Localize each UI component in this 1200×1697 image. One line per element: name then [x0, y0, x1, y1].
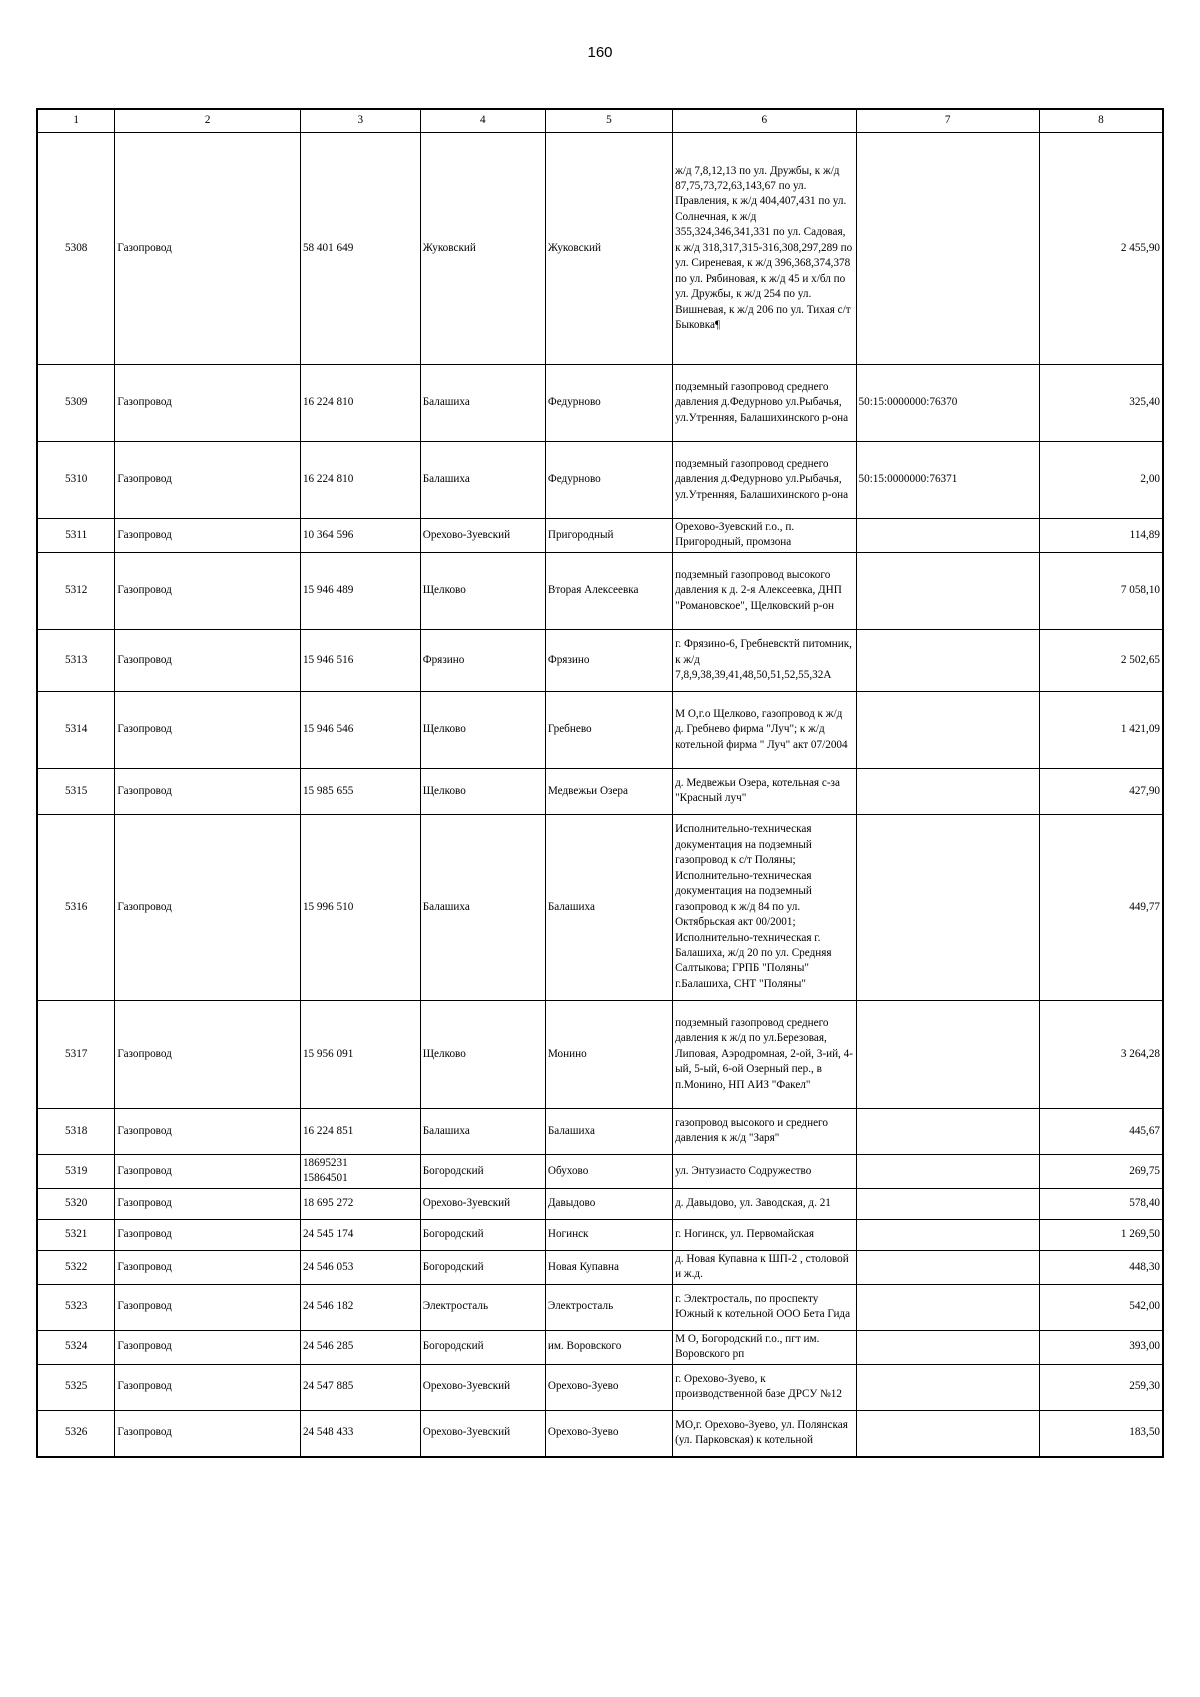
registry-table [37, 109, 1163, 1457]
district-cell: Балашиха [420, 365, 545, 442]
row-number-cell: 5321 [38, 1219, 115, 1250]
cadastral-number-cell [856, 1219, 1039, 1250]
object-name-cell: Газопровод [115, 133, 301, 365]
address-cell: МО,г. Орехово-Зуево, ул. Полянская (ул. Парковская) к котельной [673, 1410, 856, 1456]
inventory-number-cell: 15 946 489 [300, 552, 420, 629]
table-row [38, 1188, 1163, 1219]
value-cell: 393,00 [1039, 1330, 1162, 1364]
address-cell: ул. Энтузиасто Содружество [673, 1154, 856, 1188]
district-cell: Орехово-Зуевский [420, 1410, 545, 1456]
locality-cell: Гребнево [545, 691, 672, 768]
inventory-number-cell: 24 546 053 [300, 1250, 420, 1284]
table-row [38, 552, 1163, 629]
district-cell: Богородский [420, 1330, 545, 1364]
locality-cell: Ногинск [545, 1219, 672, 1250]
table-row [38, 1284, 1163, 1330]
locality-cell: Федурново [545, 442, 672, 519]
locality-cell: Монино [545, 1000, 672, 1108]
value-cell: 542,00 [1039, 1284, 1162, 1330]
inventory-number-cell: 15 985 655 [300, 768, 420, 814]
object-name-cell: Газопровод [115, 1188, 301, 1219]
object-name-cell: Газопровод [115, 1219, 301, 1250]
locality-cell: Вторая Алексеевка [545, 552, 672, 629]
table-row [38, 365, 1163, 442]
district-cell: Фрязино [420, 629, 545, 691]
column-header: 7 [856, 110, 1039, 133]
inventory-number-cell: 58 401 649 [300, 133, 420, 365]
address-cell: подземный газопровод среднего давления к ж/д по ул.Березовая, Липовая, Аэродромная, 2-ой, 3-ий, 4-ый, 5-ый, 6-ой Озерный пер., в п.Монино, НП АИЗ "Факел" [673, 1000, 856, 1108]
value-cell: 449,77 [1039, 814, 1162, 1000]
district-cell: Щелково [420, 691, 545, 768]
column-header: 4 [420, 110, 545, 133]
address-cell: г. Орехово-Зуево, к производственной базе ДРСУ №12 [673, 1364, 856, 1410]
cadastral-number-cell [856, 814, 1039, 1000]
address-cell: газопровод высокого и среднего давления к ж/д "Заря" [673, 1108, 856, 1154]
object-name-cell: Газопровод [115, 1364, 301, 1410]
value-cell: 448,30 [1039, 1250, 1162, 1284]
object-name-cell: Газопровод [115, 1154, 301, 1188]
district-cell: Балашиха [420, 1108, 545, 1154]
object-name-cell: Газопровод [115, 1000, 301, 1108]
inventory-number-cell: 15 946 516 [300, 629, 420, 691]
cadastral-number-cell: 50:15:0000000:76371 [856, 442, 1039, 519]
cadastral-number-cell [856, 519, 1039, 553]
page-number: 160 [587, 44, 613, 61]
column-header: 3 [300, 110, 420, 133]
address-cell: д. Медвежьи Озера, котельная с-за "Красный луч" [673, 768, 856, 814]
address-cell: подземный газопровод среднего давления д.Федурново ул.Рыбачья, ул.Утренняя, Балашихинского р-она [673, 365, 856, 442]
district-cell: Орехово-Зуевский [420, 1188, 545, 1219]
value-cell: 183,50 [1039, 1410, 1162, 1456]
address-cell: г. Ногинск, ул. Первомайская [673, 1219, 856, 1250]
district-cell: Богородский [420, 1250, 545, 1284]
object-name-cell: Газопровод [115, 1250, 301, 1284]
object-name-cell: Газопровод [115, 768, 301, 814]
district-cell: Орехово-Зуевский [420, 1364, 545, 1410]
row-number-cell: 5308 [38, 133, 115, 365]
value-cell: 2 502,65 [1039, 629, 1162, 691]
row-number-cell: 5311 [38, 519, 115, 553]
table-body [38, 133, 1163, 1457]
cadastral-number-cell [856, 552, 1039, 629]
inventory-number-cell: 15 996 510 [300, 814, 420, 1000]
district-cell: Щелково [420, 1000, 545, 1108]
row-number-cell: 5325 [38, 1364, 115, 1410]
table-row [38, 1364, 1163, 1410]
district-cell: Балашиха [420, 442, 545, 519]
cadastral-number-cell [856, 1330, 1039, 1364]
table-row [38, 1000, 1163, 1108]
locality-cell: Электросталь [545, 1284, 672, 1330]
row-number-cell: 5316 [38, 814, 115, 1000]
object-name-cell: Газопровод [115, 365, 301, 442]
value-cell: 114,89 [1039, 519, 1162, 553]
row-number-cell: 5318 [38, 1108, 115, 1154]
object-name-cell: Газопровод [115, 552, 301, 629]
inventory-number-cell: 15 956 091 [300, 1000, 420, 1108]
inventory-number-cell: 24 545 174 [300, 1219, 420, 1250]
table-row [38, 133, 1163, 365]
cadastral-number-cell [856, 768, 1039, 814]
value-cell: 7 058,10 [1039, 552, 1162, 629]
column-header: 8 [1039, 110, 1162, 133]
row-number-cell: 5320 [38, 1188, 115, 1219]
value-cell: 2,00 [1039, 442, 1162, 519]
cadastral-number-cell [856, 133, 1039, 365]
value-cell: 3 264,28 [1039, 1000, 1162, 1108]
table-row [38, 629, 1163, 691]
locality-cell: Пригородный [545, 519, 672, 553]
row-number-cell: 5310 [38, 442, 115, 519]
object-name-cell: Газопровод [115, 442, 301, 519]
district-cell: Богородский [420, 1154, 545, 1188]
row-number-cell: 5319 [38, 1154, 115, 1188]
address-cell: г. Фрязино-6, Гребневсктй питомник, к ж/д 7,8,9,38,39,41,48,50,51,52,55,32А [673, 629, 856, 691]
cadastral-number-cell [856, 691, 1039, 768]
object-name-cell: Газопровод [115, 1108, 301, 1154]
table-row [38, 1154, 1163, 1188]
address-cell: Орехово-Зуевский г.о., п. Пригородный, промзона [673, 519, 856, 553]
locality-cell: Орехово-Зуево [545, 1410, 672, 1456]
district-cell: Жуковский [420, 133, 545, 365]
address-cell: ж/д 7,8,12,13 по ул. Дружбы, к ж/д 87,75,73,72,63,143,67 по ул. Правления, к ж/д 404,407,431 по ул. Солнечная, к ж/д 355,324,346,341,331 по ул. Садовая, к ж/д 318,317,315-316,308,297,289 по ул. Сиреневая, к ж/д 396,368,374,378 по ул. Рябиновая, к ж/д 45 и х/бл по ул. Дружбы, к ж/д 254 по ул. Вишневая, к ж/д 206 по ул. Тихая с/т Быковка¶ [673, 133, 856, 365]
locality-cell: Балашиха [545, 1108, 672, 1154]
object-name-cell: Газопровод [115, 691, 301, 768]
district-cell: Балашиха [420, 814, 545, 1000]
inventory-number-cell: 15 946 546 [300, 691, 420, 768]
value-cell: 578,40 [1039, 1188, 1162, 1219]
locality-cell: Давыдово [545, 1188, 672, 1219]
row-number-cell: 5326 [38, 1410, 115, 1456]
district-cell: Щелково [420, 768, 545, 814]
object-name-cell: Газопровод [115, 519, 301, 553]
locality-cell: Обухово [545, 1154, 672, 1188]
cadastral-number-cell: 50:15:0000000:76370 [856, 365, 1039, 442]
table-row [38, 519, 1163, 553]
row-number-cell: 5312 [38, 552, 115, 629]
value-cell: 1 269,50 [1039, 1219, 1162, 1250]
header-row [38, 110, 1163, 133]
cadastral-number-cell [856, 1284, 1039, 1330]
table-row [38, 1219, 1163, 1250]
address-cell: М О, Богородский г.о., пгт им. Воровского рп [673, 1330, 856, 1364]
row-number-cell: 5324 [38, 1330, 115, 1364]
address-cell: д. Новая Купавна к ШП-2 , столовой и ж.д. [673, 1250, 856, 1284]
row-number-cell: 5323 [38, 1284, 115, 1330]
table-row [38, 691, 1163, 768]
table-row [38, 768, 1163, 814]
cadastral-number-cell [856, 1154, 1039, 1188]
locality-cell: Новая Купавна [545, 1250, 672, 1284]
inventory-number-cell: 16 224 810 [300, 365, 420, 442]
locality-cell: Федурново [545, 365, 672, 442]
object-name-cell: Газопровод [115, 629, 301, 691]
value-cell: 259,30 [1039, 1364, 1162, 1410]
value-cell: 2 455,90 [1039, 133, 1162, 365]
cadastral-number-cell [856, 1250, 1039, 1284]
inventory-number-cell: 18695231 15864501 [300, 1154, 420, 1188]
table-row [38, 442, 1163, 519]
cadastral-number-cell [856, 1108, 1039, 1154]
value-cell: 269,75 [1039, 1154, 1162, 1188]
inventory-number-cell: 10 364 596 [300, 519, 420, 553]
locality-cell: Жуковский [545, 133, 672, 365]
table-row [38, 1250, 1163, 1284]
address-cell: М О,г.о Щелково, газопровод к ж/д д. Гребнево фирма "Луч"; к ж/д котельной фирма " Луч" акт 07/2004 [673, 691, 856, 768]
table-row [38, 814, 1163, 1000]
inventory-number-cell: 18 695 272 [300, 1188, 420, 1219]
inventory-number-cell: 16 224 810 [300, 442, 420, 519]
inventory-number-cell: 24 548 433 [300, 1410, 420, 1456]
district-cell: Орехово-Зуевский [420, 519, 545, 553]
row-number-cell: 5314 [38, 691, 115, 768]
value-cell: 325,40 [1039, 365, 1162, 442]
object-name-cell: Газопровод [115, 814, 301, 1000]
inventory-number-cell: 24 547 885 [300, 1364, 420, 1410]
cadastral-number-cell [856, 1364, 1039, 1410]
district-cell: Щелково [420, 552, 545, 629]
cadastral-number-cell [856, 1000, 1039, 1108]
address-cell: д. Давыдово, ул. Заводская, д. 21 [673, 1188, 856, 1219]
row-number-cell: 5317 [38, 1000, 115, 1108]
inventory-number-cell: 16 224 851 [300, 1108, 420, 1154]
column-header: 6 [673, 110, 856, 133]
cadastral-number-cell [856, 629, 1039, 691]
column-header: 2 [115, 110, 301, 133]
table-row [38, 1330, 1163, 1364]
cadastral-number-cell [856, 1188, 1039, 1219]
address-cell: г. Электросталь, по проспекту Южный к котельной ООО Бета Гида [673, 1284, 856, 1330]
locality-cell: Орехово-Зуево [545, 1364, 672, 1410]
column-header: 1 [38, 110, 115, 133]
value-cell: 1 421,09 [1039, 691, 1162, 768]
table-row [38, 1410, 1163, 1456]
cadastral-number-cell [856, 1410, 1039, 1456]
locality-cell: Фрязино [545, 629, 672, 691]
locality-cell: Балашиха [545, 814, 672, 1000]
address-cell: подземный газопровод высокого давления к д. 2-я Алексеевка, ДНП "Романовское", Щелковский р-он [673, 552, 856, 629]
row-number-cell: 5309 [38, 365, 115, 442]
table-row [38, 1108, 1163, 1154]
inventory-number-cell: 24 546 182 [300, 1284, 420, 1330]
row-number-cell: 5322 [38, 1250, 115, 1284]
locality-cell: им. Воровского [545, 1330, 672, 1364]
locality-cell: Медвежьи Озера [545, 768, 672, 814]
address-cell: Исполнительно-техническая документация на подземный газопровод к с/т Поляны; Исполнительно-техническая документация на подземный газопровод к ж/д 84 по ул. Октябрьская акт 00/2001; Исполнительно-техническая г. Балашиха, ж/д 20 по ул. Средняя Салтыкова; ГРПБ "Поляны" г.Балашиха, СНТ "Поляны" [673, 814, 856, 1000]
address-cell: подземный газопровод среднего давления д.Федурново ул.Рыбачья, ул.Утренняя, Балашихинского р-она [673, 442, 856, 519]
row-number-cell: 5315 [38, 768, 115, 814]
column-header: 5 [545, 110, 672, 133]
object-name-cell: Газопровод [115, 1330, 301, 1364]
value-cell: 427,90 [1039, 768, 1162, 814]
value-cell: 445,67 [1039, 1108, 1162, 1154]
object-name-cell: Газопровод [115, 1410, 301, 1456]
district-cell: Электросталь [420, 1284, 545, 1330]
object-name-cell: Газопровод [115, 1284, 301, 1330]
row-number-cell: 5313 [38, 629, 115, 691]
district-cell: Богородский [420, 1219, 545, 1250]
inventory-number-cell: 24 546 285 [300, 1330, 420, 1364]
